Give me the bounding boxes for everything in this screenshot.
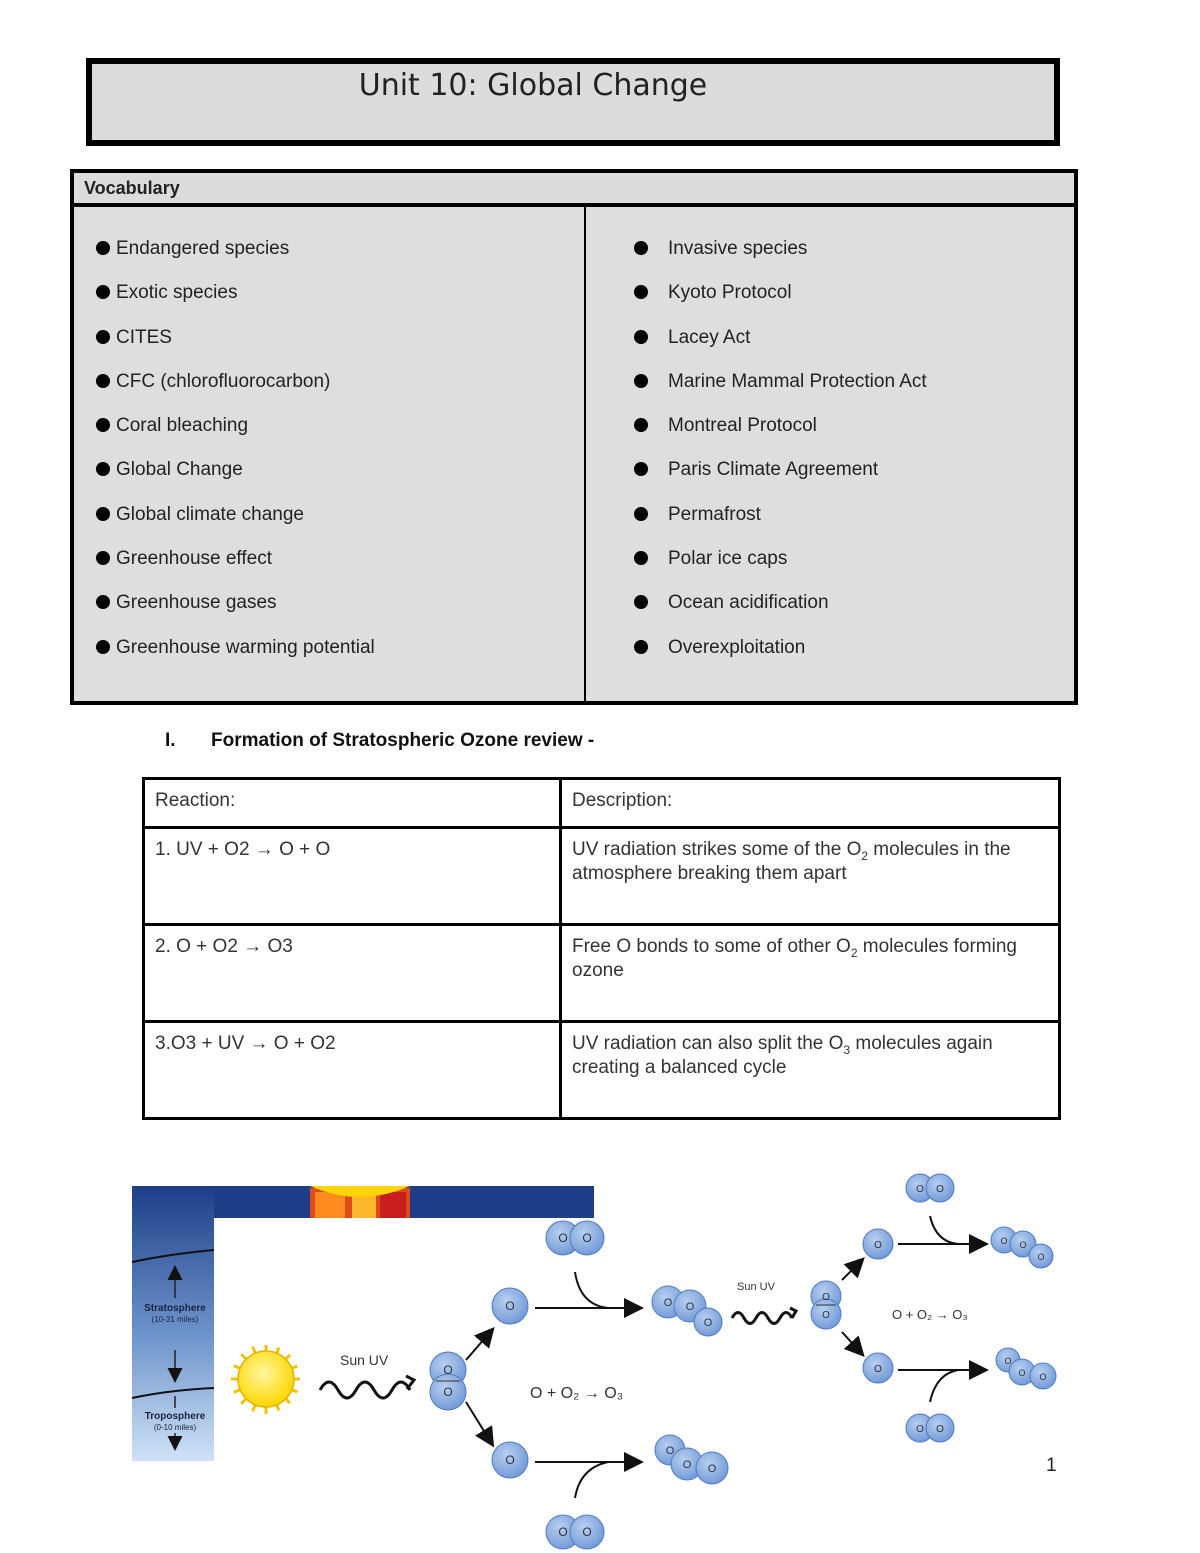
svg-text:O: O <box>1037 1252 1045 1262</box>
o2-molecule <box>906 1414 954 1442</box>
bullet-icon <box>96 374 110 388</box>
o2-molecule-vertical <box>430 1352 466 1410</box>
header-description: Description: <box>561 779 1060 828</box>
title-box <box>86 58 1060 146</box>
vocabulary-term: Marine Mammal Protection Act <box>668 370 927 392</box>
vocabulary-term: Exotic species <box>116 282 238 304</box>
bullet-icon <box>634 551 648 565</box>
vocabulary-header <box>74 173 1074 207</box>
svg-text:O: O <box>822 1292 830 1303</box>
vocabulary-term: Global climate change <box>116 503 304 525</box>
vocabulary-term: Overexploitation <box>668 636 806 658</box>
reaction-cell: 3.O3 + UV → O + O2 <box>144 1022 561 1119</box>
svg-text:O: O <box>1018 1368 1026 1378</box>
table-row <box>144 1022 1060 1119</box>
bullet-icon <box>634 374 648 388</box>
o3-molecule <box>655 1435 728 1484</box>
vocabulary-item <box>96 370 375 414</box>
reaction-cell: 2. O + O2 → O3 <box>144 925 561 1022</box>
vocabulary-box <box>70 169 1078 705</box>
atmosphere-panel <box>132 1186 614 1461</box>
section-title: Formation of Stratospheric Ozone review - <box>211 730 595 751</box>
o-atom <box>492 1442 528 1478</box>
vocabulary-item <box>96 414 375 458</box>
sun-uv-label: Sun UV <box>340 1352 389 1368</box>
bullet-icon <box>634 285 648 299</box>
svg-text:O: O <box>916 1424 924 1435</box>
svg-text:O: O <box>936 1424 944 1435</box>
header-reaction: Reaction: <box>144 779 561 828</box>
bullet-icon <box>634 330 648 344</box>
o2-molecule-vertical <box>811 1281 841 1329</box>
vocabulary-term: Greenhouse gases <box>116 592 277 614</box>
bullet-icon <box>96 507 110 521</box>
vocabulary-item <box>96 326 375 370</box>
bullet-icon <box>634 462 648 476</box>
bullet-icon <box>634 640 648 654</box>
vocabulary-item <box>634 636 927 680</box>
svg-text:O: O <box>874 1364 882 1375</box>
vocabulary-term: Kyoto Protocol <box>668 282 792 304</box>
vocabulary-term: Montreal Protocol <box>668 415 817 437</box>
o2-molecule <box>546 1221 604 1255</box>
page-number: 1 <box>1046 1455 1057 1476</box>
svg-text:O: O <box>443 1385 453 1399</box>
bullet-icon <box>96 640 110 654</box>
svg-text:O: O <box>1000 1236 1008 1246</box>
svg-text:O: O <box>822 1310 830 1321</box>
svg-text:O: O <box>682 1459 692 1471</box>
svg-text:O: O <box>1019 1240 1027 1250</box>
vocabulary-term: CITES <box>116 326 172 348</box>
vocabulary-item <box>96 458 375 502</box>
equation-2: O + O₂ → O₃ <box>892 1307 968 1322</box>
vocabulary-item <box>96 503 375 547</box>
vocabulary-item <box>634 281 927 325</box>
vocabulary-term: Greenhouse effect <box>116 548 272 570</box>
table-header-row <box>144 779 1060 828</box>
svg-text:O: O <box>505 1299 515 1313</box>
vocabulary-term: Ocean acidification <box>668 592 829 614</box>
vocabulary-term: Endangered species <box>116 238 290 259</box>
vocabulary-item <box>634 547 927 591</box>
description-cell: UV radiation can also split the $O_3$ molecules again creating a balanced cycle <box>561 1022 1060 1119</box>
bullet-icon <box>96 418 110 432</box>
svg-text:O: O <box>558 1231 568 1245</box>
o3-molecule <box>652 1286 722 1336</box>
vocabulary-term: Invasive species <box>668 238 808 259</box>
ozone-formation-diagram <box>130 1170 1070 1553</box>
o-atom <box>863 1229 893 1259</box>
svg-text:O: O <box>1039 1372 1047 1382</box>
vocabulary-item <box>96 591 375 635</box>
o2-molecule <box>906 1174 954 1202</box>
o2-molecule <box>546 1515 604 1549</box>
vocabulary-term: Paris Climate Agreement <box>668 459 879 481</box>
o-atom <box>863 1353 893 1383</box>
table-row <box>144 925 1060 1022</box>
bullet-icon <box>96 551 110 565</box>
svg-text:O: O <box>505 1453 515 1467</box>
description-cell: Free O bonds to some of other $O_2$ molecules forming ozone <box>561 925 1060 1022</box>
stratosphere-label: Stratosphere <box>144 1303 206 1314</box>
sun-uv-label-2: Sun UV <box>737 1281 775 1293</box>
vocabulary-term: Polar ice caps <box>668 548 788 570</box>
svg-text:O: O <box>703 1317 713 1329</box>
bullet-icon <box>96 595 110 609</box>
svg-text:O: O <box>707 1463 717 1475</box>
bullet-icon <box>634 241 648 255</box>
bullet-icon <box>96 462 110 476</box>
stratosphere-range: (10-31 miles) <box>151 1315 199 1324</box>
vocabulary-term: Permafrost <box>668 503 761 525</box>
svg-text:O: O <box>443 1363 453 1377</box>
vocabulary-list-left <box>96 237 375 680</box>
vocabulary-item <box>96 636 375 680</box>
bullet-icon <box>96 330 110 344</box>
bullet-icon <box>634 507 648 521</box>
vocabulary-item <box>96 547 375 591</box>
vocabulary-item <box>96 237 375 281</box>
troposphere-label: Troposphere <box>144 1411 206 1422</box>
vocabulary-item <box>634 458 927 502</box>
svg-text:O: O <box>663 1297 673 1309</box>
vocabulary-term: Coral bleaching <box>116 415 249 437</box>
equation-1: O + O₂ → O₃ <box>530 1385 624 1402</box>
svg-text:O: O <box>685 1301 695 1313</box>
vocabulary-item <box>634 591 927 635</box>
description-cell: UV radiation strikes some of the $O_2$ molecules in the atmosphere breaking them apart <box>561 828 1060 925</box>
svg-text:O: O <box>582 1525 592 1539</box>
vocabulary-term: Global Change <box>116 459 243 481</box>
vocabulary-divider <box>584 203 586 701</box>
section-heading <box>165 730 594 752</box>
svg-text:O: O <box>558 1525 568 1539</box>
vocabulary-term: Greenhouse warming potential <box>116 636 375 658</box>
vocabulary-list-right <box>634 237 927 680</box>
svg-text:O: O <box>665 1445 675 1457</box>
svg-text:O: O <box>582 1231 592 1245</box>
o3-molecule <box>996 1348 1056 1389</box>
troposphere-range: (0-10 miles) <box>153 1423 197 1432</box>
bullet-icon <box>634 418 648 432</box>
bullet-icon <box>634 595 648 609</box>
vocabulary-item <box>634 370 927 414</box>
bullet-icon <box>96 241 110 255</box>
vocabulary-heading: Vocabulary <box>84 178 180 198</box>
vocabulary-item <box>634 414 927 458</box>
vocabulary-term: Lacey Act <box>668 326 751 348</box>
page-title: Unit 10: Global Change <box>358 68 708 103</box>
uv-wave <box>732 1313 792 1324</box>
vocabulary-term: CFC (chlorofluorocarbon) <box>116 370 331 392</box>
table-row <box>144 828 1060 925</box>
vocabulary-item <box>634 326 927 370</box>
svg-text:O: O <box>1004 1356 1012 1366</box>
reaction-cell: 1. UV + O2 → O + O <box>144 828 561 925</box>
section-number: I. <box>165 730 176 751</box>
o-atom <box>492 1288 528 1324</box>
svg-text:O: O <box>916 1184 924 1195</box>
vocabulary-item <box>634 237 927 281</box>
o3-molecule <box>991 1227 1053 1268</box>
vocabulary-item <box>634 503 927 547</box>
vocabulary-item <box>96 281 375 325</box>
svg-text:O: O <box>874 1240 882 1251</box>
bullet-icon <box>96 285 110 299</box>
reaction-table <box>142 777 1061 1120</box>
svg-text:O: O <box>936 1184 944 1195</box>
